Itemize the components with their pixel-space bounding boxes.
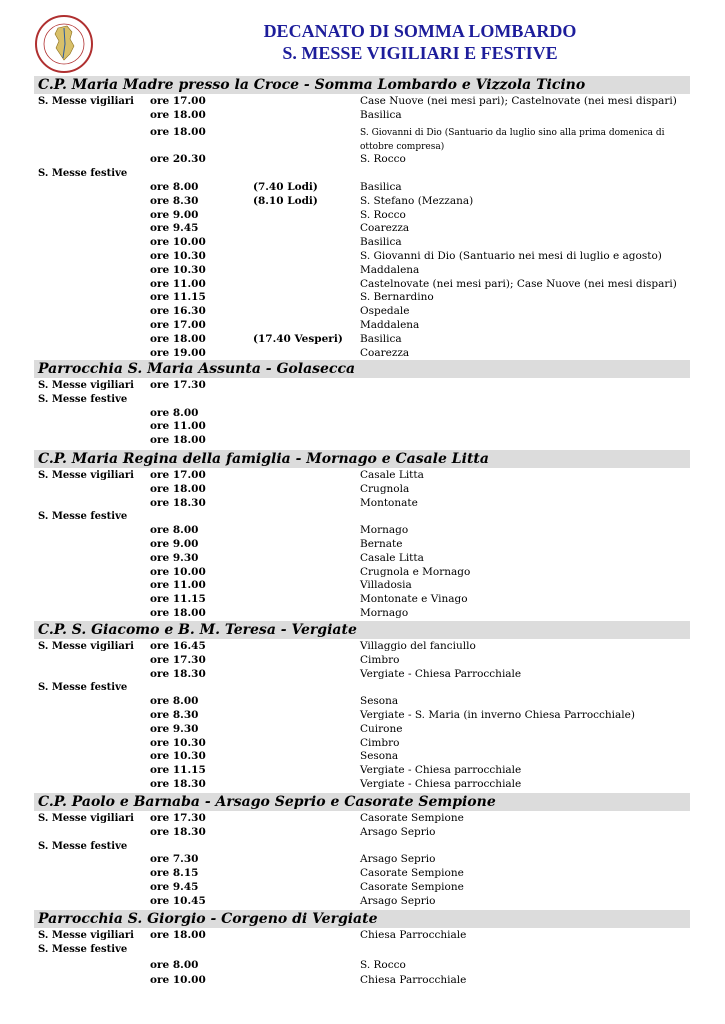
section-header bbox=[34, 621, 690, 639]
mass-time: ore 10.30 bbox=[150, 736, 206, 749]
mass-type-label: S. Messe festive bbox=[38, 840, 128, 852]
mass-location: Cuirone bbox=[360, 722, 403, 735]
mass-location: Casorate Sempione bbox=[360, 812, 464, 824]
mass-location: Arsago Seprio bbox=[360, 825, 436, 838]
decanato-logo bbox=[34, 14, 94, 74]
mass-location: Casale Litta bbox=[360, 469, 424, 481]
mass-time: ore 11.15 bbox=[150, 593, 206, 606]
mass-location: Vergiate - Chiesa Parrocchiale bbox=[360, 667, 522, 680]
mass-time: ore 9.30 bbox=[150, 551, 199, 564]
mass-time: ore 18.00 bbox=[150, 332, 206, 345]
mass-time: ore 8.30 bbox=[150, 709, 199, 721]
mass-time: ore 11.00 bbox=[150, 277, 206, 290]
mass-time: ore 18.00 bbox=[150, 607, 206, 619]
mass-location: Coarezza bbox=[360, 346, 410, 359]
mass-location: Mornago bbox=[360, 524, 409, 537]
mass-location: Villadosia bbox=[360, 579, 412, 592]
mass-location: S. Giovanni di Dio (Santuario nei mesi di luglio e agosto) bbox=[360, 250, 662, 262]
mass-location: Bernate bbox=[360, 538, 403, 550]
mass-time: ore 18.00 bbox=[150, 482, 206, 495]
mass-time: ore 11.00 bbox=[150, 579, 206, 592]
mass-location: Arsago Seprio bbox=[360, 894, 436, 907]
mass-time: ore 18.00 bbox=[150, 929, 206, 941]
mass-type-label: S. Messe vigiliari bbox=[38, 96, 134, 107]
mass-time: ore 18.00 bbox=[150, 125, 206, 138]
mass-time: ore 8.30 bbox=[150, 194, 199, 207]
liturgy-note: (17.40 Vesperi) bbox=[253, 332, 343, 345]
section-header bbox=[34, 76, 690, 94]
mass-time: ore 9.30 bbox=[150, 722, 199, 735]
mass-type-label: S. Messe vigiliari bbox=[38, 470, 134, 481]
mass-type-label: S. Messe festive bbox=[38, 682, 128, 694]
mass-location: Sesona bbox=[360, 750, 399, 763]
section-title: C.P. Maria Regina della famiglia - Mornago e Casale Litta bbox=[38, 451, 489, 467]
mass-location: S. Giovanni di Dio (Santuario da luglio sino alla prima domenica di ottobre compresa) bbox=[360, 127, 665, 152]
mass-time: ore 18.30 bbox=[150, 496, 206, 509]
mass-location: Basilica bbox=[360, 236, 402, 249]
mass-time: ore 18.00 bbox=[150, 108, 206, 121]
section-title: C.P. S. Giacomo e B. M. Teresa - Vergiate bbox=[38, 622, 357, 638]
mass-time: ore 9.00 bbox=[150, 538, 199, 550]
section-title: Parrocchia S. Giorgio - Corgeno di Vergiate bbox=[38, 911, 378, 927]
mass-type-label: S. Messe festive bbox=[38, 943, 128, 955]
mass-location: Basilica bbox=[360, 108, 402, 121]
mass-location: Villaggio del fanciullo bbox=[360, 640, 476, 652]
mass-location: Sesona bbox=[360, 695, 399, 708]
mass-location: Vergiate - Chiesa parrocchiale bbox=[360, 778, 522, 790]
mass-type-label: S. Messe vigiliari bbox=[38, 641, 134, 652]
mass-location: Casorate Sempione bbox=[360, 881, 464, 893]
mass-time: ore 17.00 bbox=[150, 95, 206, 107]
mass-time: ore 9.45 bbox=[150, 222, 199, 235]
mass-type-label: S. Messe vigiliari bbox=[38, 930, 134, 941]
mass-time: ore 19.00 bbox=[150, 346, 206, 359]
section-title: C.P. Paolo e Barnaba - Arsago Seprio e Casorate Sempione bbox=[38, 794, 496, 810]
mass-location: S. Rocco bbox=[360, 153, 406, 166]
mass-time: ore 17.30 bbox=[150, 812, 206, 824]
mass-location: Maddalena bbox=[360, 263, 420, 276]
mass-location: S. Rocco bbox=[360, 208, 406, 221]
mass-location: Vergiate - S. Maria (in inverno Chiesa Parrocchiale) bbox=[360, 709, 635, 721]
mass-location: Coarezza bbox=[360, 222, 410, 235]
mass-location: Chiesa Parrocchiale bbox=[360, 929, 467, 941]
section-header bbox=[34, 360, 690, 378]
mass-time: ore 17.30 bbox=[150, 653, 206, 666]
mass-time: ore 16.30 bbox=[150, 305, 206, 318]
mass-type-label: S. Messe festive bbox=[38, 168, 128, 180]
mass-time: ore 10.45 bbox=[150, 894, 206, 907]
mass-location: Maddalena bbox=[360, 319, 420, 331]
mass-time: ore 17.00 bbox=[150, 469, 206, 481]
mass-location: Arsago Seprio bbox=[360, 853, 436, 866]
mass-time: ore 10.00 bbox=[150, 236, 206, 249]
mass-time: ore 7.30 bbox=[150, 853, 199, 866]
liturgy-note: (7.40 Lodi) bbox=[253, 181, 318, 193]
mass-type-label: S. Messe festive bbox=[38, 393, 128, 405]
section-header bbox=[34, 910, 690, 928]
mass-time: ore 11.00 bbox=[150, 420, 206, 433]
mass-time: ore 18.00 bbox=[150, 434, 206, 447]
mass-time: ore 10.00 bbox=[150, 565, 206, 578]
mass-location: Montonate bbox=[360, 496, 418, 509]
mass-time: ore 10.00 bbox=[150, 974, 206, 987]
mass-location: Casorate Sempione bbox=[360, 867, 464, 880]
mass-time: ore 20.30 bbox=[150, 153, 206, 166]
section-header bbox=[34, 793, 690, 811]
mass-time: ore 18.30 bbox=[150, 667, 206, 680]
mass-location: Chiesa Parrocchiale bbox=[360, 974, 467, 987]
mass-location: Mornago bbox=[360, 607, 409, 619]
mass-time: ore 10.30 bbox=[150, 750, 206, 763]
mass-time: ore 9.00 bbox=[150, 208, 199, 221]
mass-location: Cimbro bbox=[360, 736, 400, 749]
mass-time: ore 8.00 bbox=[150, 406, 199, 419]
mass-location: Castelnovate (nei mesi pari); Case Nuove (nei mesi dispari) bbox=[360, 277, 677, 290]
mass-location: Basilica bbox=[360, 181, 402, 193]
mass-time: ore 8.00 bbox=[150, 181, 199, 193]
mass-location: Cimbro bbox=[360, 653, 400, 666]
mass-time: ore 8.00 bbox=[150, 695, 199, 708]
section-header bbox=[34, 450, 690, 468]
mass-location: S. Bernardino bbox=[360, 291, 434, 304]
mass-time: ore 10.30 bbox=[150, 263, 206, 276]
mass-time: ore 8.00 bbox=[150, 524, 199, 537]
mass-type-label: S. Messe festive bbox=[38, 511, 128, 523]
mass-location: Montonate e Vinago bbox=[360, 593, 468, 606]
mass-location: S. Rocco bbox=[360, 958, 406, 971]
mass-location: Crugnola e Mornago bbox=[360, 565, 471, 578]
mass-time: ore 18.30 bbox=[150, 825, 206, 838]
mass-time: ore 9.45 bbox=[150, 881, 199, 893]
mass-time: ore 17.30 bbox=[150, 379, 206, 391]
mass-time: ore 11.15 bbox=[150, 291, 206, 304]
mass-location: Ospedale bbox=[360, 305, 410, 318]
mass-location: Basilica bbox=[360, 332, 402, 345]
mass-time: ore 11.15 bbox=[150, 764, 206, 777]
mass-time: ore 10.30 bbox=[150, 250, 206, 262]
mass-location: Crugnola bbox=[360, 482, 410, 495]
mass-location: Case Nuove (nei mesi pari); Castelnovate (nei mesi dispari) bbox=[360, 95, 677, 107]
mass-time: ore 8.15 bbox=[150, 867, 199, 880]
mass-time: ore 8.00 bbox=[150, 958, 199, 971]
document-title: DECANATO DI SOMMA LOMBARDO bbox=[263, 21, 577, 41]
mass-location: Vergiate - Chiesa parrocchiale bbox=[360, 764, 522, 777]
mass-time: ore 18.30 bbox=[150, 778, 206, 790]
mass-location: S. Stefano (Mezzana) bbox=[360, 194, 474, 207]
liturgy-note: (8.10 Lodi) bbox=[253, 194, 318, 207]
mass-time: ore 17.00 bbox=[150, 319, 206, 331]
mass-location: Casale Litta bbox=[360, 551, 424, 564]
mass-time: ore 16.45 bbox=[150, 640, 206, 652]
mass-type-label: S. Messe vigiliari bbox=[38, 813, 134, 824]
section-title: C.P. Maria Madre presso la Croce - Somma Lombardo e Vizzola Ticino bbox=[38, 77, 586, 93]
mass-type-label: S. Messe vigiliari bbox=[38, 380, 134, 391]
document-subtitle: S. MESSE VIGILIARI E FESTIVE bbox=[282, 43, 558, 63]
section-title: Parrocchia S. Maria Assunta - Golasecca bbox=[38, 361, 356, 377]
